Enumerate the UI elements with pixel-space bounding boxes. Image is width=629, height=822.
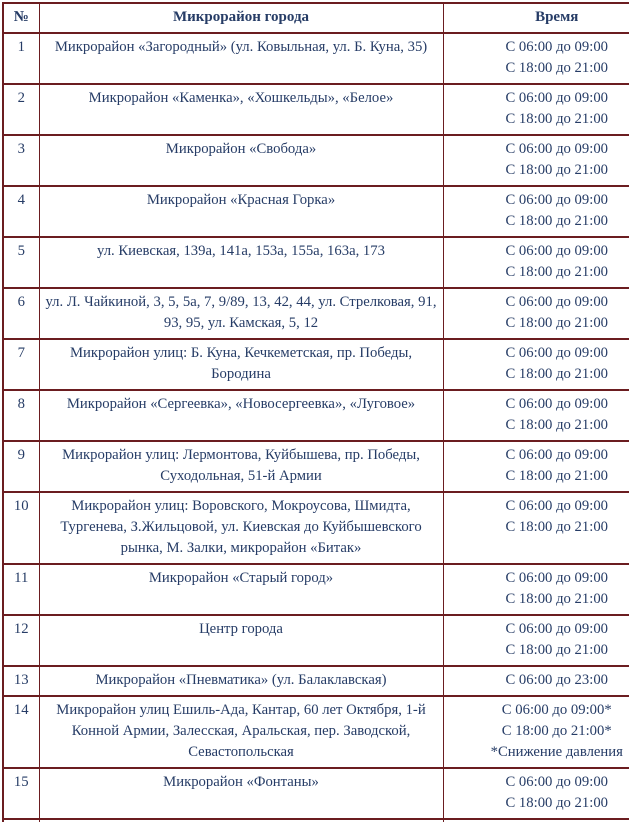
- row-number-cell: 5: [3, 237, 39, 288]
- row-number-cell: 10: [3, 492, 39, 564]
- table-row: [3, 84, 629, 135]
- district-cell: Микрорайон «Сергеевка», «Новосергеевка», «Луговое»: [39, 390, 443, 441]
- table-row: [3, 666, 629, 696]
- time-cell: [443, 768, 629, 819]
- water-schedule-table: [2, 2, 629, 822]
- time-line: С 06:00 до 09:00: [505, 294, 609, 310]
- table-row: [3, 492, 629, 564]
- time-line: С 06:00 до 09:00: [505, 498, 609, 514]
- district-cell: ул. Л. Чайкиной, 3, 5, 5а, 7, 9/89, 13, 42, 44, ул. Стрелковая, 91, 93, 95, ул. Камская, 5, 12: [39, 288, 443, 339]
- time-cell: [443, 288, 629, 339]
- time-line: С 18:00 до 21:00: [505, 213, 609, 229]
- time-line: С 06:00 до 09:00: [505, 396, 609, 412]
- time-line: С 18:00 до 21:00: [505, 366, 609, 382]
- district-cell: Микрорайон улиц Ешиль-Ада, Кантар, 60 лет Октября, 1-й Конной Армии, Залесская, Аральская, пер. Заводской, Севастопольская: [39, 696, 443, 768]
- table-row: [3, 33, 629, 84]
- table-header-row: [3, 3, 629, 33]
- time-line: С 18:00 до 21:00: [505, 315, 609, 331]
- district-cell: Центр города: [39, 615, 443, 666]
- table-row: [3, 237, 629, 288]
- time-cell: [443, 390, 629, 441]
- time-cell: [443, 666, 629, 696]
- time-line: С 06:00 до 09:00: [505, 447, 609, 463]
- table-row: [3, 135, 629, 186]
- table-row: [3, 696, 629, 768]
- row-number-cell: 8: [3, 390, 39, 441]
- district-cell: Микрорайон «Свобода»: [39, 135, 443, 186]
- time-line: С 06:00 до 09:00: [505, 243, 609, 259]
- district-cell: Микрорайон «Красная Горка»: [39, 186, 443, 237]
- time-cell: [443, 492, 629, 564]
- time-cell: [443, 564, 629, 615]
- time-line: С 18:00 до 21:00: [505, 519, 609, 535]
- table-row: [3, 441, 629, 492]
- row-number-cell: 9: [3, 441, 39, 492]
- district-cell: Микрорайон улиц: Б. Куна, Кечкеметская, пр. Победы, Бородина: [39, 339, 443, 390]
- time-line: С 06:00 до 09:00: [505, 192, 609, 208]
- time-line: С 18:00 до 21:00: [505, 795, 609, 811]
- row-number-cell: 6: [3, 288, 39, 339]
- time-line: С 18:00 до 21:00: [505, 162, 609, 178]
- time-line: С 06:00 до 23:00: [505, 672, 609, 688]
- district-cell: Микрорайон «Каменка», «Хошкельды», «Белое»: [39, 84, 443, 135]
- table-row: [3, 615, 629, 666]
- column-header-number: №: [3, 3, 39, 33]
- time-cell: [443, 696, 629, 768]
- column-header-district: Микрорайон города: [39, 3, 443, 33]
- row-number-cell: 11: [3, 564, 39, 615]
- district-cell: Микрорайон «Пневматика» (ул. Балаклавская): [39, 666, 443, 696]
- time-line: С 06:00 до 09:00: [505, 345, 609, 361]
- table-row: [3, 390, 629, 441]
- district-cell: Микрорайон «Старый город»: [39, 564, 443, 615]
- time-line: С 18:00 до 21:00: [505, 591, 609, 607]
- row-number-cell: 2: [3, 84, 39, 135]
- time-line: С 06:00 до 09:00: [505, 90, 609, 106]
- time-cell: [443, 84, 629, 135]
- district-cell: Микрорайон «Фонтаны»: [39, 768, 443, 819]
- district-cell: ул. Киевская, 139а, 141а, 153а, 155а, 163а, 173: [39, 237, 443, 288]
- time-line: С 06:00 до 09:00: [505, 39, 609, 55]
- time-cell: [443, 186, 629, 237]
- district-cell: Микрорайон улиц: Воровского, Мокроусова, Шмидта, Тургенева, З.Жильцовой, ул. Киевская до Куйбышевского рынка, М. Залки, микрорайон «Битак»: [39, 492, 443, 564]
- time-cell: [443, 615, 629, 666]
- time-cell: [443, 237, 629, 288]
- row-number-cell: 15: [3, 768, 39, 819]
- time-line: С 06:00 до 09:00: [505, 774, 609, 790]
- time-line: С 18:00 до 21:00: [505, 468, 609, 484]
- table-row: [3, 768, 629, 819]
- table-row: [3, 186, 629, 237]
- table-body: [3, 33, 629, 822]
- row-number-cell: 13: [3, 666, 39, 696]
- row-number-cell: 1: [3, 33, 39, 84]
- time-line: *Снижение давления: [490, 744, 623, 760]
- time-cell: [443, 135, 629, 186]
- time-line: С 06:00 до 09:00*: [501, 702, 612, 718]
- district-cell: Микрорайон «Загородный» (ул. Ковыльная, ул. Б. Куна, 35): [39, 33, 443, 84]
- time-line: С 18:00 до 21:00: [505, 60, 609, 76]
- table-row: [3, 564, 629, 615]
- time-line: С 18:00 до 21:00: [505, 264, 609, 280]
- time-line: С 06:00 до 09:00: [505, 570, 609, 586]
- row-number-cell: 3: [3, 135, 39, 186]
- time-line: С 18:00 до 21:00: [505, 417, 609, 433]
- row-number-cell: 4: [3, 186, 39, 237]
- time-line: С 06:00 до 09:00: [505, 621, 609, 637]
- time-line: С 06:00 до 09:00: [505, 141, 609, 157]
- time-cell: [443, 441, 629, 492]
- row-number-cell: 14: [3, 696, 39, 768]
- time-line: С 18:00 до 21:00: [505, 642, 609, 658]
- time-line: С 18:00 до 21:00*: [501, 723, 612, 739]
- table-row: [3, 288, 629, 339]
- column-header-time: Время: [443, 3, 629, 33]
- time-cell: [443, 339, 629, 390]
- time-cell: [443, 33, 629, 84]
- table-row: [3, 339, 629, 390]
- row-number-cell: 7: [3, 339, 39, 390]
- row-number-cell: 12: [3, 615, 39, 666]
- time-line: С 18:00 до 21:00: [505, 111, 609, 127]
- district-cell: Микрорайон улиц: Лермонтова, Куйбышева, пр. Победы, Суходольная, 51-й Армии: [39, 441, 443, 492]
